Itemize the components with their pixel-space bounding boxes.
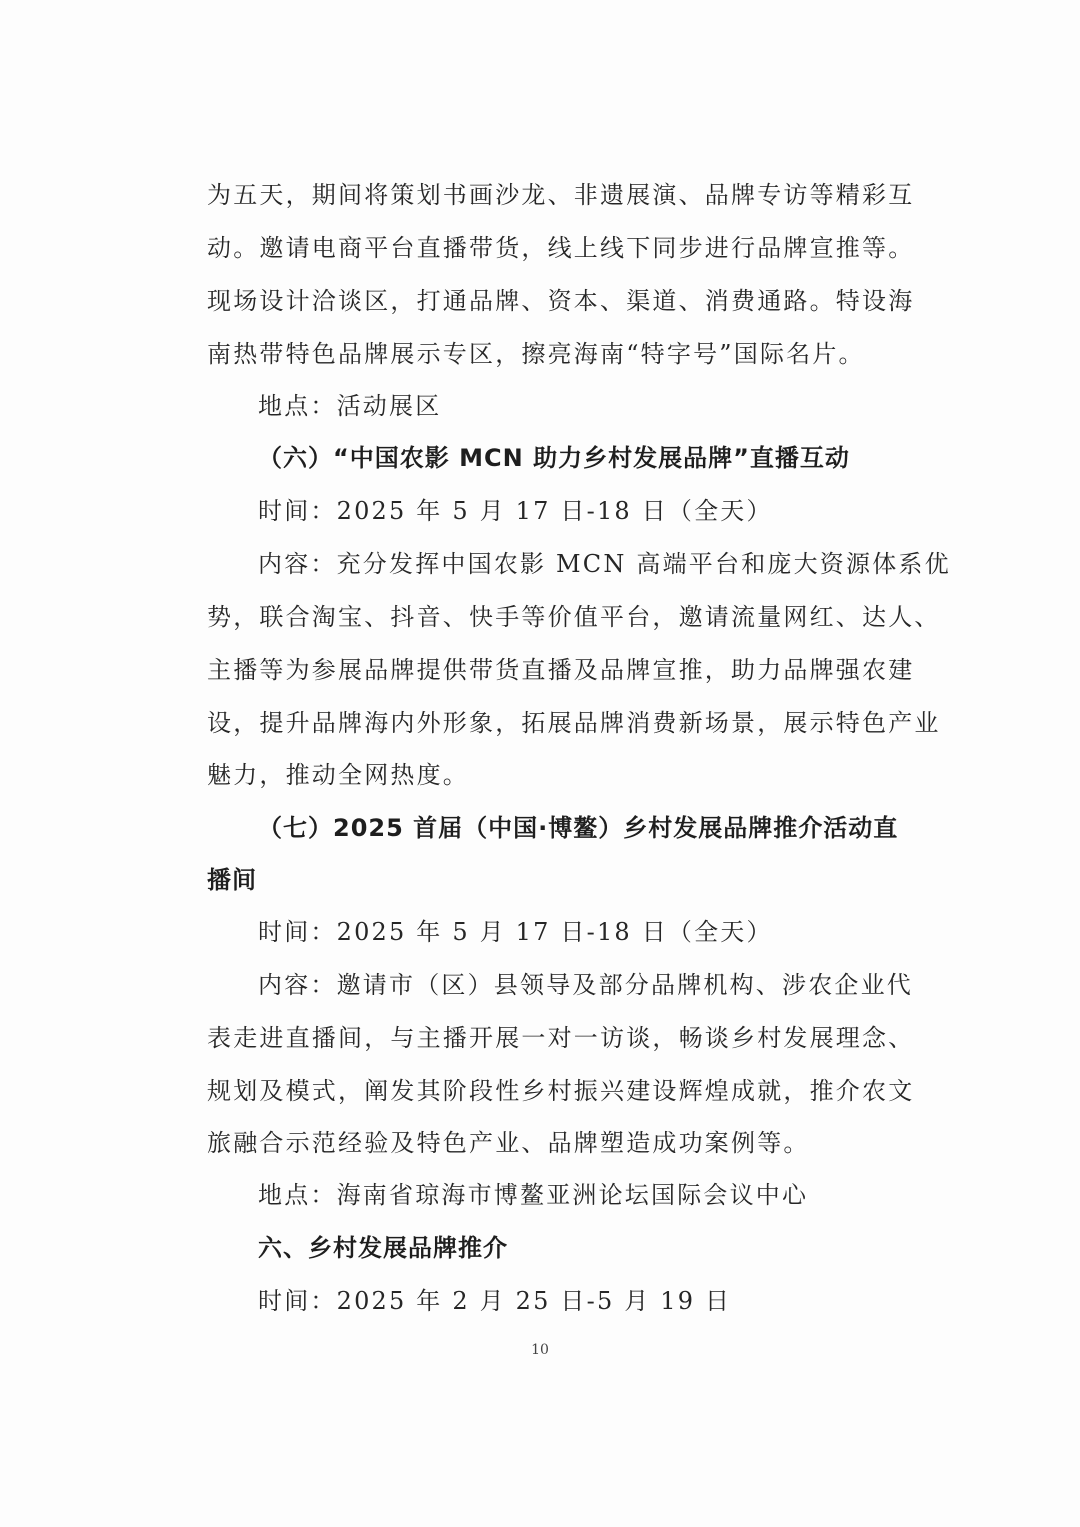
time-line: 时间：2025 年 5 月 17 日-18 日（全天） (258, 497, 773, 525)
section-heading-7: （七）2025 首届（中国·博鳌）乡村发展品牌推介活动直 (258, 814, 899, 842)
content-line: 旅融合示范经验及特色产业、品牌塑造成功案例等。 (207, 1129, 810, 1157)
section-heading-7-cont: 播间 (207, 866, 257, 894)
content-line: 主播等为参展品牌提供带货直播及品牌宣推，助力品牌强农建 (207, 656, 915, 684)
paragraph-line: 为五天，期间将策划书画沙龙、非遗展演、品牌专访等精彩互 (207, 181, 915, 209)
content-line: 内容：邀请市（区）县领导及部分品牌机构、涉农企业代 (258, 971, 913, 999)
paragraph-line: 南热带特色品牌展示专区，擦亮海南“特字号”国际名片。 (207, 340, 865, 368)
content-line: 魅力，推动全网热度。 (207, 761, 469, 789)
content-line: 设，提升品牌海内外形象，拓展品牌消费新场景，展示特色产业 (207, 709, 941, 737)
paragraph-line: 现场设计洽谈区，打通品牌、资本、渠道、消费通路。特设海 (207, 287, 915, 315)
page-number: 10 (531, 1342, 549, 1358)
time-line: 时间：2025 年 2 月 25 日-5 月 19 日 (258, 1287, 732, 1315)
content-line: 势，联合淘宝、抖音、快手等价值平台，邀请流量网红、达人、 (207, 603, 941, 631)
content-line: 规划及模式，阐发其阶段性乡村振兴建设辉煌成就，推介农文 (207, 1077, 915, 1105)
time-line: 时间：2025 年 5 月 17 日-18 日（全天） (258, 918, 773, 946)
section-heading-6: （六）“中国农影 MCN 助力乡村发展品牌”直播互动 (258, 444, 850, 472)
location-line: 地点：海南省琼海市博鳌亚洲论坛国际会议中心 (258, 1181, 809, 1209)
content-line: 内容：充分发挥中国农影 MCN 高端平台和庞大资源体系优 (258, 550, 951, 578)
content-line: 表走进直播间，与主播开展一对一访谈，畅谈乡村发展理念、 (207, 1024, 915, 1052)
location-line: 地点：活动展区 (258, 392, 442, 420)
chapter-heading: 六、乡村发展品牌推介 (258, 1234, 508, 1262)
paragraph-line: 动。邀请电商平台直播带货，线上线下同步进行品牌宣推等。 (207, 234, 915, 262)
